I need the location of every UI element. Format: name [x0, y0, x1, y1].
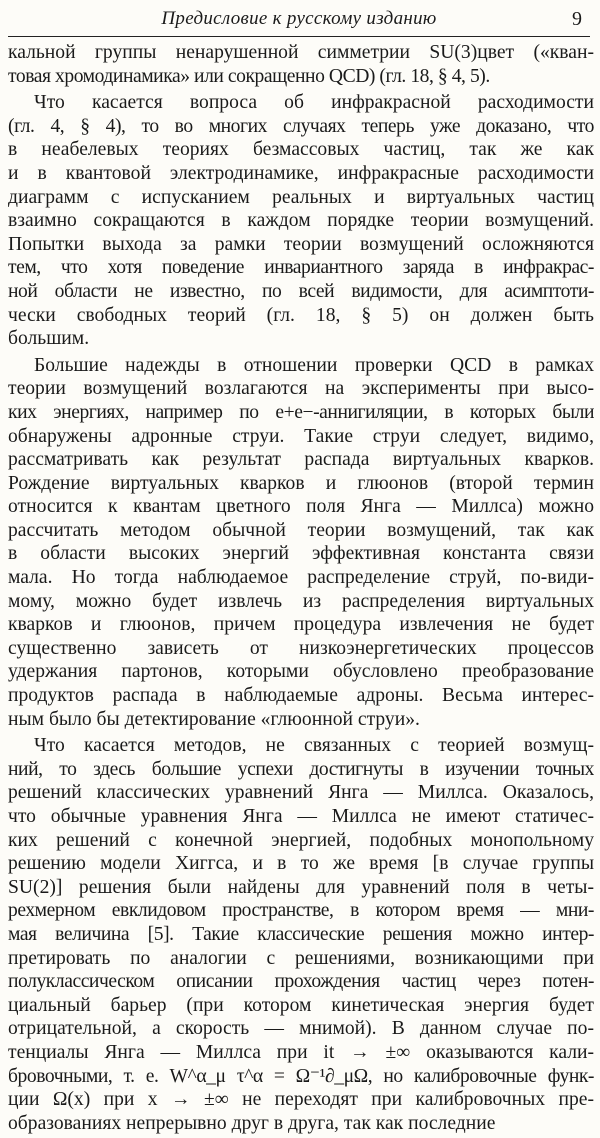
- paragraph: [8, 91, 594, 351]
- text-line: существенно зависеть от низкоэнергетических процессов: [8, 637, 594, 659]
- text-line: ной области не известно, по всей видимости, для асимптоти-: [8, 280, 594, 302]
- paragraph: [8, 734, 594, 1135]
- text-line: Рождение виртуальных кварков и глюонов (второй термин: [8, 472, 594, 494]
- body-text: [8, 41, 594, 1138]
- text-line: рассчитать методом обычной теории возмущений, так как: [8, 519, 594, 541]
- text-line: рассматривать как результат распада виртуальных кварков.: [8, 449, 594, 471]
- text-line: товая хромодинамика» или сокращенно QCD) (гл. 18, § 4, 5).: [8, 65, 490, 87]
- text-line: мому, можно будет извлечь из распределения виртуальных: [8, 590, 594, 612]
- text-line: в неабелевых теориях безмассовых частиц, так же как: [8, 139, 594, 161]
- text-line: претировать по аналогии с решениями, возникающими при: [8, 947, 594, 969]
- text-line: Что касается методов, не связанных с теорией возмущ-: [34, 735, 594, 757]
- text-line: и в квантовой электродинамике, инфракрасные расходимости: [8, 162, 594, 184]
- text-line: решению модели Хиггса, и в то же время [в случае группы: [8, 853, 594, 875]
- text-line: ным было бы детектирование «глюонной струи».: [8, 708, 420, 730]
- text-line: Что касается вопроса об инфракрасной расходимости: [34, 92, 594, 114]
- text-line: теории возмущений возлагаются на эксперименты при высо-: [8, 378, 594, 400]
- paragraph: [8, 41, 594, 88]
- text-line: продуктов распада в наблюдаемые адроны. Весьма интерес-: [8, 685, 594, 707]
- text-line: диаграмм с испусканием реальных и виртуальных частиц: [8, 186, 594, 208]
- text-line: SU(2)] решения были найдены для уравнений поля в четы-: [8, 876, 594, 898]
- text-line: тенциалы Янга — Миллса при it → ±∞ оказываются кали-: [8, 1041, 594, 1063]
- text-line: образованиях непрерывно друг в друга, так как последние: [8, 1112, 496, 1134]
- text-line: бровочными, т. е. W^α_μ τ^α = Ω⁻¹∂_μΩ, но калибровочные функ-: [8, 1065, 594, 1087]
- text-line: в области высоких энергий эффективная константа связи: [8, 543, 594, 565]
- paragraph: [8, 354, 594, 732]
- text-line: кварков и глюонов, причем процедура извлечения не будет: [8, 614, 594, 636]
- page-header: [8, 2, 590, 37]
- text-line: (гл. 4, § 4), то во многих случаях теперь уже доказано, что: [8, 115, 594, 137]
- text-line: ких решений с конечной энергией, подобных монопольному: [8, 829, 594, 851]
- text-line: тем, что хотя поведение инвариантного заряда в инфракрас-: [8, 257, 594, 279]
- text-line: мая величина [5]. Такие классические решения можно интер-: [8, 923, 594, 945]
- text-line: ции Ω(x) при x → ±∞ не переходят при калибровочных пре-: [8, 1089, 594, 1111]
- text-line: решений классических уравнений Янга — Миллса. Оказалось,: [8, 782, 594, 804]
- text-line: циальный барьер (при котором кинетическая энергия будет: [8, 994, 594, 1016]
- text-line: отрицательной, а скорость — мнимой). В данном случае по-: [8, 1018, 594, 1040]
- text-line: взаимно сокращаются в каждом порядке теории возмущений.: [8, 210, 594, 232]
- text-line: чески свободных теорий (гл. 18, § 5) он должен быть: [8, 304, 594, 326]
- running-head: Предисловие к русскому изданию: [161, 8, 437, 29]
- text-line: Большие надежды в отношении проверки QCD в рамках: [34, 354, 594, 376]
- text-line: что обычные уравнения Янга — Миллса не имеют статичес-: [8, 806, 594, 827]
- text-line: кальной группы ненарушенной симметрии SU(3)цвет («кван-: [8, 42, 594, 63]
- text-line: ний, то здесь большие успехи достигнуты в изучении точных: [8, 758, 594, 780]
- text-line: обнаружены адронные струи. Такие струи следует, видимо,: [8, 425, 594, 447]
- text-line: удержания партонов, которыми обусловлено преобразование: [8, 661, 594, 683]
- text-line: мала. Но тогда наблюдаемое распределение струй, по-види-: [8, 567, 594, 589]
- text-line: рехмерном евклидовом пространстве, в котором время — мни-: [8, 900, 594, 922]
- text-line: относится к квантам цветного поля Янга — Миллса) можно: [8, 496, 594, 518]
- page-number: 9: [572, 8, 582, 30]
- text-line: большим.: [8, 328, 90, 350]
- text-line: полуклассическом описании прохождения частиц через потен-: [8, 971, 594, 993]
- text-line: Попытки выхода за рамки теории возмущений осложняются: [8, 233, 594, 255]
- text-line: ких энергиях, например по e+e−-аннигиляции, в которых были: [8, 401, 594, 423]
